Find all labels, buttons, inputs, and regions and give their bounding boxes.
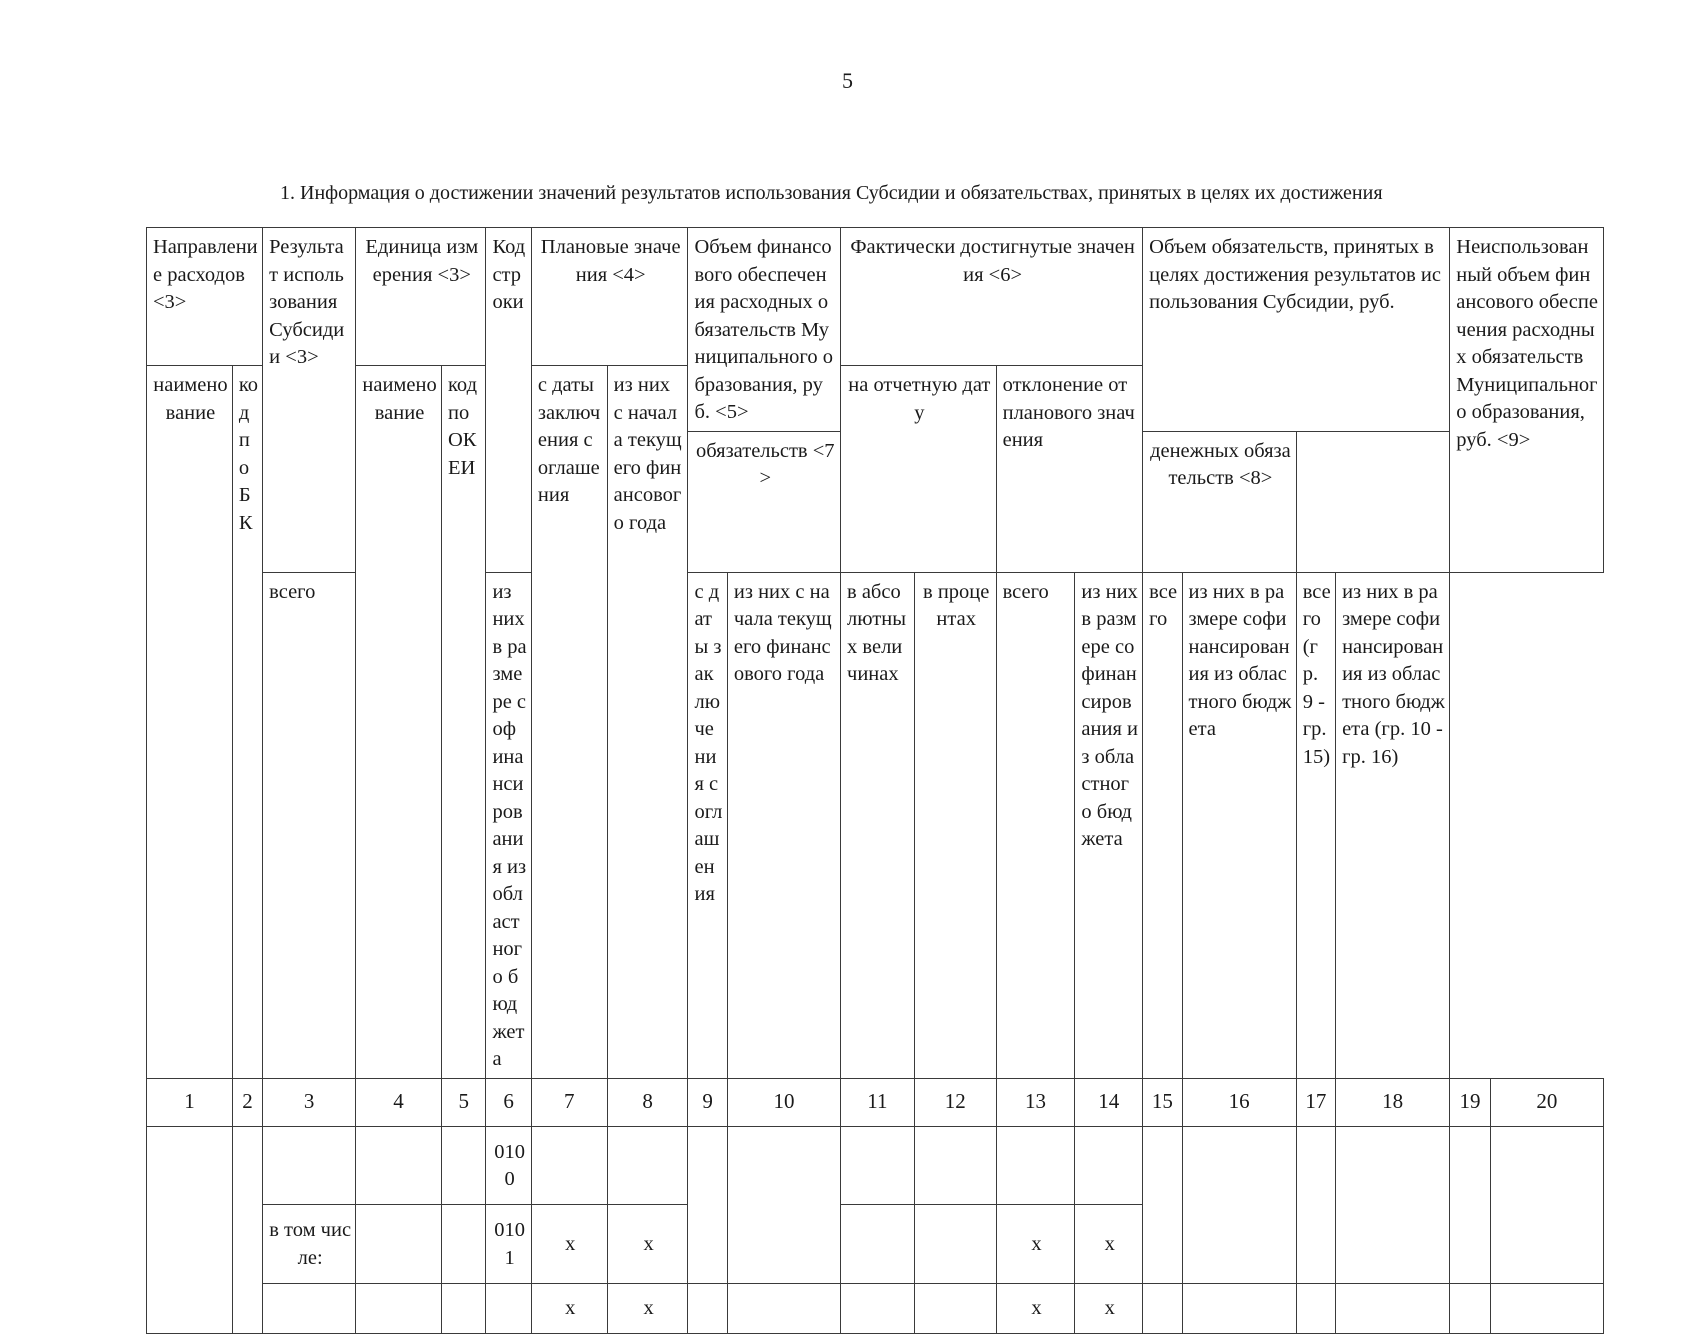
table-cell: [1450, 1283, 1490, 1333]
header-actual-from-agreement: с даты заключения соглашения: [688, 572, 727, 1078]
x-mark: x: [1075, 1283, 1143, 1333]
header-direction: Направление расходов <3>: [147, 228, 263, 366]
table-title: 1. Информация о достижении значений результатов использования Субсидии и обязательствах, принятых в целях их достижения: [280, 182, 1383, 204]
x-mark: x: [531, 1204, 607, 1283]
table-cell: [727, 1283, 840, 1333]
table-cell: [1336, 1283, 1450, 1333]
table-cell: [727, 1126, 840, 1283]
table-cell: [356, 1283, 442, 1333]
report-table: [146, 227, 1604, 1334]
column-number: 17: [1296, 1078, 1335, 1126]
table-cell: [841, 1126, 915, 1204]
table-cell: [688, 1126, 727, 1283]
header-unused-total: всего (гр. 9 - гр. 15): [1296, 572, 1335, 1078]
header-unit: Единица измерения <3>: [356, 228, 486, 366]
table-cell: [356, 1126, 442, 1204]
header-planned-from-agreement: с даты заключения соглашения: [531, 366, 607, 1079]
column-number: 1: [147, 1078, 233, 1126]
header-deviation-abs: в абсолютных величинах: [841, 572, 915, 1078]
table-cell: [441, 1204, 485, 1283]
table-cell: [356, 1204, 442, 1283]
header-planned: Плановые значения <4>: [531, 228, 688, 366]
header-line-code: Код строки: [486, 228, 531, 573]
header-oblig-regional: из них в размере софинансирования из областного бюджета: [1075, 572, 1143, 1078]
including-label: в том числе:: [263, 1204, 356, 1283]
table-cell: [1143, 1283, 1182, 1333]
header-obligations: Объем обязательств, принятых в целях достижения результатов использования Субсидии, руб.: [1143, 228, 1450, 432]
table-cell: [1490, 1283, 1603, 1333]
x-mark: x: [531, 1283, 607, 1333]
row-code-0100: 0100: [486, 1126, 531, 1204]
x-mark: x: [996, 1283, 1075, 1333]
header-direction-name: наименование: [147, 366, 233, 1079]
table-cell: [607, 1126, 688, 1204]
page-number: 5: [842, 68, 853, 93]
table-cell: [1336, 1126, 1450, 1283]
header-result: Результат использования Субсидии <3>: [263, 228, 356, 573]
table-cell: [1143, 1126, 1182, 1283]
table-cell: [441, 1283, 485, 1333]
header-obligations-col: обязательств <7>: [688, 431, 841, 572]
table-cell: [996, 1126, 1075, 1204]
column-number: 12: [914, 1078, 996, 1126]
table-cell: [1296, 1283, 1335, 1333]
column-number: 7: [531, 1078, 607, 1126]
table-cell: [486, 1283, 531, 1333]
header-deviation-pct: в процентах: [914, 572, 996, 1078]
column-number: 8: [607, 1078, 688, 1126]
table-cell: [914, 1126, 996, 1204]
column-number: 5: [441, 1078, 485, 1126]
header-unused-regional: из них в размере софинансирования из областного бюджета (гр. 10 - гр. 16): [1336, 572, 1450, 1078]
column-number: 6: [486, 1078, 531, 1126]
table-cell: [841, 1204, 915, 1283]
table-cell: [914, 1204, 996, 1283]
header-oblig-total: всего: [996, 572, 1075, 1078]
column-number: 9: [688, 1078, 727, 1126]
table-cell: [1490, 1126, 1603, 1283]
table-cell: [531, 1126, 607, 1204]
column-number: 10: [727, 1078, 840, 1126]
row-code-0101: 0101: [486, 1204, 531, 1283]
table-cell: [232, 1126, 262, 1333]
table-cell: [263, 1126, 356, 1204]
header-deviation: отклонение от планового значения: [996, 366, 1143, 573]
table-cell: [441, 1126, 485, 1204]
column-number: 18: [1336, 1078, 1450, 1126]
column-number: 4: [356, 1078, 442, 1126]
header-monetary-col: денежных обязательств <8>: [1143, 431, 1297, 572]
column-number: 20: [1490, 1078, 1603, 1126]
header-actual: Фактически достигнутые значения <6>: [841, 228, 1143, 366]
table-cell: [1182, 1126, 1296, 1283]
table-cell: [914, 1283, 996, 1333]
table-cell: [688, 1283, 727, 1333]
column-number: 16: [1182, 1078, 1296, 1126]
column-number: 15: [1143, 1078, 1182, 1126]
header-actual-from-year: из них с начала текущего финансового года: [727, 572, 840, 1078]
column-number: 13: [996, 1078, 1075, 1126]
column-number: 3: [263, 1078, 356, 1126]
table-cell: [263, 1283, 356, 1333]
table-cell: [147, 1126, 233, 1333]
table-cell: [1182, 1283, 1296, 1333]
column-number: 19: [1450, 1078, 1490, 1126]
header-planned-from-year: из них с начала текущего финансового года: [607, 366, 688, 1079]
header-actual-on-date: на отчетную дату: [841, 366, 997, 573]
table-cell: [1075, 1126, 1143, 1204]
x-mark: x: [1075, 1204, 1143, 1283]
header-direction-code: код по БК: [232, 366, 262, 1079]
table-cell: [1296, 1126, 1335, 1283]
header-monetary-total: всего: [1143, 572, 1182, 1078]
table-cell: [841, 1283, 915, 1333]
header-unit-name: наименование: [356, 366, 442, 1079]
table-cell: [1450, 1126, 1490, 1283]
column-number: 14: [1075, 1078, 1143, 1126]
header-financing-total: всего: [263, 572, 356, 1078]
header-unit-code: код по ОКЕИ: [441, 366, 485, 1079]
x-mark: x: [996, 1204, 1075, 1283]
column-number: 11: [841, 1078, 915, 1126]
header-monetary-regional: из них в размере софинансирования из областного бюджета: [1182, 572, 1296, 1078]
header-financing-regional: из них в размере софинансирования из областного бюджета: [486, 572, 531, 1078]
header-financing: Объем финансового обеспечения расходных обязательств Муниципального образования, руб. <5>: [688, 228, 841, 432]
x-mark: x: [607, 1283, 688, 1333]
header-unused: Неиспользованный объем финансового обеспечения расходных обязательств Муниципального образования, руб. <9>: [1450, 228, 1604, 573]
x-mark: x: [607, 1204, 688, 1283]
column-number: 2: [232, 1078, 262, 1126]
